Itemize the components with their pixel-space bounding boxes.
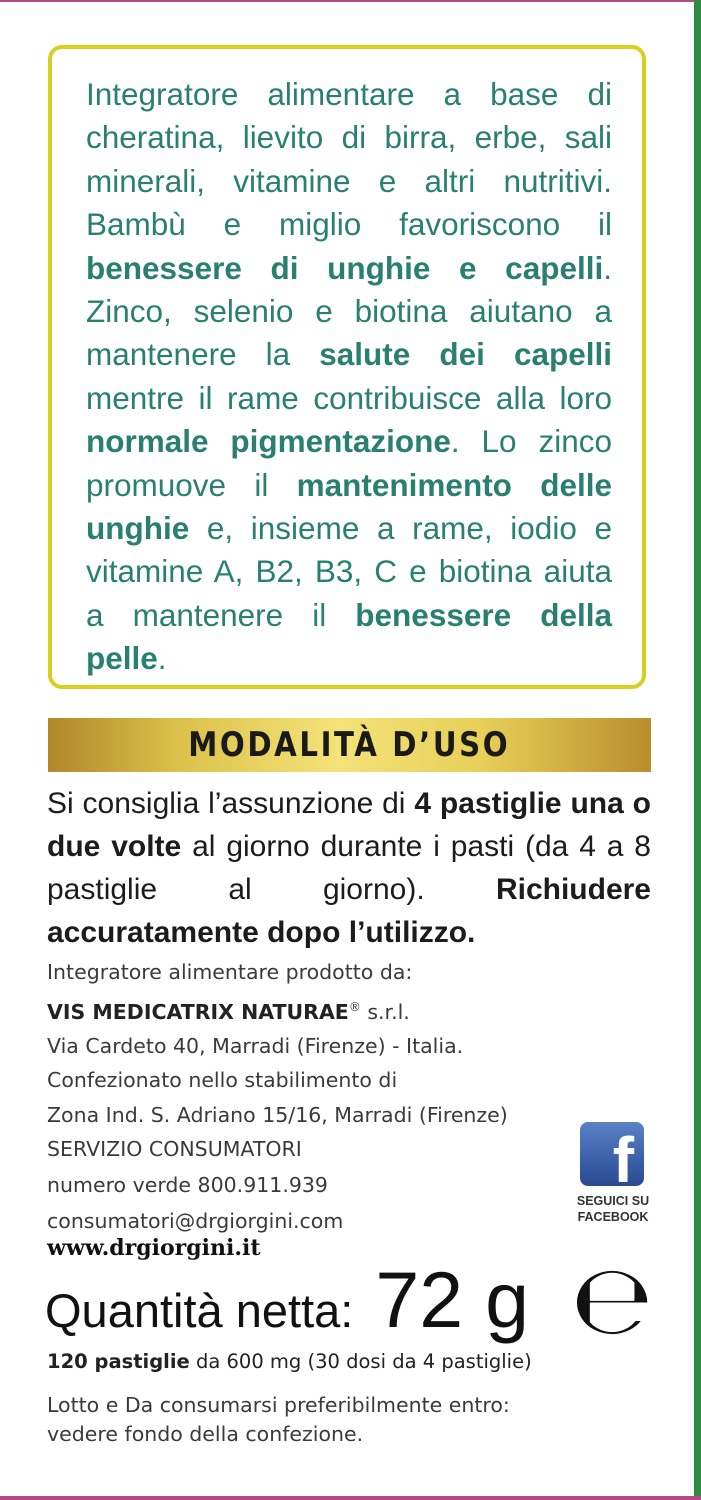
lot-info [47, 1391, 647, 1449]
top-edge-stripe [0, 0, 701, 2]
manufacturer-suffix: s.r.l. [360, 999, 410, 1024]
usage-highlight: 4 pastiglie una o due volte [47, 787, 651, 863]
description-highlight: salute dei capelli [319, 336, 612, 373]
facebook-icon [580, 1122, 644, 1186]
usage-instructions [47, 782, 651, 954]
description-text [86, 73, 612, 681]
description-segment: Integratore alimentare a base di cheratina, lievito di birra, erbe, sali minerali, vitamine e altri nutritivi. Bambù e miglio favoriscono il [86, 76, 612, 243]
usage-title: MODALITÀ D’USO [188, 725, 511, 765]
service-email: consumatori@drgiorgini.com [47, 1209, 344, 1233]
estimated-sign-icon: ℮ [571, 1244, 654, 1356]
usage-segment: Si consiglia l’assunzione di [47, 787, 415, 820]
description-highlight: normale pigmentazione [86, 423, 451, 460]
registered-mark: ® [348, 999, 361, 1014]
description-segment: . Lo zinco promuove il [86, 423, 612, 503]
description-segment: . [157, 640, 167, 677]
net-quantity [45, 1254, 529, 1344]
facebook-label-line1: SEGUICI SU [576, 1194, 650, 1208]
lot-line2: vedere fondo della confezione. [47, 1422, 364, 1446]
net-quantity-label: Quantità netta: [45, 1284, 354, 1337]
usage-text [47, 782, 651, 954]
facebook-label [566, 1193, 660, 1225]
description-highlight: benessere di unghie e capelli [86, 249, 604, 286]
facebook-glyph: f [612, 1124, 634, 1186]
usage-header-band [48, 718, 651, 772]
consumer-service [47, 1131, 467, 1239]
manufacturer-name-line [47, 990, 607, 1029]
right-edge-stripe [694, 0, 701, 1500]
description-box [48, 45, 646, 689]
website-link: www.drgiorgini.it [47, 1235, 261, 1261]
bottom-edge-stripe [0, 1496, 701, 1500]
manufacturer-info [47, 955, 607, 1132]
pack-detail: da 600 mg (30 dosi da 4 pastiglie) [189, 1350, 532, 1373]
packaged-intro: Confezionato nello stabilimento di [47, 1068, 398, 1093]
usage-highlight: Richiudere accuratamente dopo l’utilizzo. [47, 873, 651, 949]
service-title: SERVIZIO CONSUMATORI [47, 1137, 302, 1161]
description-segment: e, insieme a rame, iodio e vitamine A, B2, B3, C e biotina aiuta a mantenere il [86, 510, 612, 633]
description-highlight: benessere della pelle [86, 596, 612, 677]
lot-line1: Lotto e Da consumarsi preferibilmente entro: [47, 1393, 510, 1417]
manufacturer-intro: Integratore alimentare prodotto da: [47, 960, 413, 984]
packaged-address: Zona Ind. S. Adriano 15/16, Marradi (Firenze) [47, 1102, 508, 1127]
pack-count: 120 pastiglie [47, 1350, 190, 1373]
net-quantity-value: 72 g [375, 1255, 530, 1344]
description-segment: mentre il rame contribuisce alla loro [86, 379, 612, 416]
description-highlight: mantenimento delle unghie [86, 466, 612, 547]
facebook-label-line2: FACEBOOK [577, 1210, 649, 1224]
manufacturer-address: Via Cardeto 40, Marradi (Firenze) - Italia. [47, 1033, 464, 1058]
usage-segment: al giorno durante i pasti (da 4 a 8 pastiglie al giorno). [47, 830, 651, 906]
manufacturer-brand: VIS MEDICATRIX NATURAE [47, 999, 349, 1024]
pack-content [47, 1350, 532, 1373]
service-phone: numero verde 800.911.939 [47, 1173, 328, 1197]
description-segment: . Zinco, selenio e biotina aiutano a mantenere la [86, 249, 612, 373]
